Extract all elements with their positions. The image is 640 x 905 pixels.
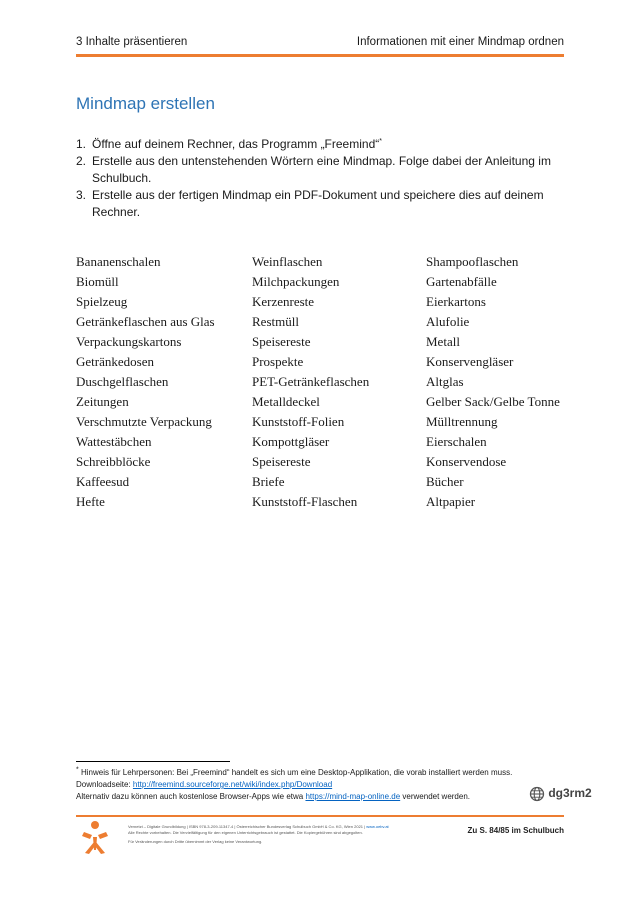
word-item: Prospekte	[252, 354, 304, 369]
instruction-list	[76, 136, 566, 221]
footer-divider	[76, 815, 564, 817]
footnote-line-2: Downloadseite: http://freemind.sourceforge.net/wiki/index.php/Download	[76, 780, 333, 789]
footnote	[76, 767, 566, 803]
word-item: Getränkeflaschen aus Glas	[76, 314, 215, 329]
word-column-3	[426, 252, 560, 512]
word-item: Kaffeesud	[76, 474, 130, 489]
word-item: Weinflaschen	[252, 254, 323, 269]
publisher-logo	[80, 820, 110, 856]
instruction-number: 3.	[76, 188, 87, 202]
word-item: Alufolie	[426, 314, 470, 329]
word-column-2	[252, 252, 369, 512]
webcode-badge[interactable]	[529, 786, 592, 802]
word-item: Kunststoff-Flaschen	[252, 494, 358, 509]
mindmap-online-link[interactable]: https://mind-map-online.de	[305, 792, 401, 801]
word-item: Kunststoff-Folien	[252, 414, 345, 429]
word-item: Altpapier	[426, 494, 476, 509]
word-item: Eierschalen	[426, 434, 487, 449]
word-item: Briefe	[252, 474, 285, 489]
word-item: Gelber Sack/Gelbe Tonne	[426, 394, 560, 409]
instruction-item	[76, 153, 566, 187]
instruction-item	[76, 187, 566, 221]
webcode-text: dg3rm2	[548, 786, 592, 801]
word-item: Metalldeckel	[252, 394, 320, 409]
word-column-1	[76, 252, 215, 512]
footnote-divider	[76, 761, 230, 762]
word-item: Spielzeug	[76, 294, 128, 309]
word-item: Konservengläser	[426, 354, 514, 369]
instruction-text: Öffne auf deinem Rechner, das Programm „Freemind“	[92, 137, 380, 151]
header-divider	[76, 54, 564, 57]
word-item: Metall	[426, 334, 460, 349]
legal-notice: Vernetzt – Digitale Grundbildung | ISBN 978-3-209-11347-4 | Österreichischer Bundesverlag Schulbuch GmbH & Co. KG, Wien 2021 | www.oebv.at Alle Rechte vorbehalten. Die Vervielfältigung für den eigenen Unterrichtsgebrauch ist gestattet. Die Kopiergebühren sind abgegolten. Für Veränderungen durch Dritte übernimmt der Verlag keine Verantwortung.	[128, 824, 389, 844]
word-item: Schreibblöcke	[76, 454, 151, 469]
word-item: Bücher	[426, 474, 464, 489]
word-item: Mülltrennung	[426, 414, 498, 429]
footnote-line-1: * Hinweis für Lehrpersonen: Bei „Freemind“ handelt es sich um eine Desktop-Applikation, die vorab installiert werden muss.	[76, 766, 513, 777]
word-item: Restmüll	[252, 314, 299, 329]
word-item: Milchpackungen	[252, 274, 340, 289]
word-item: Hefte	[76, 494, 105, 509]
instruction-number: 1.	[76, 137, 87, 151]
word-item: Zeitungen	[76, 394, 129, 409]
textbook-page-reference: Zu S. 84/85 im Schulbuch	[467, 826, 564, 835]
footnote-line-3: Alternativ dazu können auch kostenlose Browser-Apps wie etwa https://mind-map-online.de verwendet werden.	[76, 792, 471, 801]
word-item: PET-Getränkeflaschen	[252, 374, 370, 389]
word-item: Bananenschalen	[76, 254, 161, 269]
freemind-download-link[interactable]: http://freemind.sourceforge.net/wiki/index.php/Download	[132, 780, 333, 789]
word-item: Getränkedosen	[76, 354, 154, 369]
instruction-number: 2.	[76, 154, 87, 168]
instruction-text: Erstelle aus der fertigen Mindmap ein PDF-Dokument und speichere dies auf deinem Rechner.	[92, 188, 544, 219]
instruction-item	[76, 136, 566, 153]
globe-icon	[529, 786, 545, 802]
chapter-label: 3 Inhalte präsentieren	[76, 36, 188, 48]
word-item: Verpackungskartons	[76, 334, 182, 349]
word-item: Speisereste	[252, 454, 311, 469]
word-item: Shampooflaschen	[426, 254, 519, 269]
word-item: Biomüll	[76, 274, 119, 289]
word-item: Altglas	[426, 374, 464, 389]
word-item: Kerzenreste	[252, 294, 315, 309]
word-item: Verschmutzte Verpackung	[76, 414, 212, 429]
footnote-marker: *	[379, 138, 382, 145]
word-item: Gartenabfälle	[426, 274, 497, 289]
word-item: Eierkartons	[426, 294, 486, 309]
word-item: Kompottgläser	[252, 434, 330, 449]
page-header	[76, 36, 564, 52]
section-title: Mindmap erstellen	[76, 94, 215, 113]
topic-label: Informationen mit einer Mindmap ordnen	[356, 36, 564, 48]
publisher-link[interactable]: www.oebv.at	[366, 824, 389, 829]
word-item: Speisereste	[252, 334, 311, 349]
word-item: Duschgelflaschen	[76, 374, 169, 389]
word-item: Konservendose	[426, 454, 507, 469]
instruction-text: Erstelle aus den untenstehenden Wörtern eine Mindmap. Folge dabei der Anleitung im Schulbuch.	[92, 154, 551, 185]
word-item: Wattestäbchen	[76, 434, 152, 449]
